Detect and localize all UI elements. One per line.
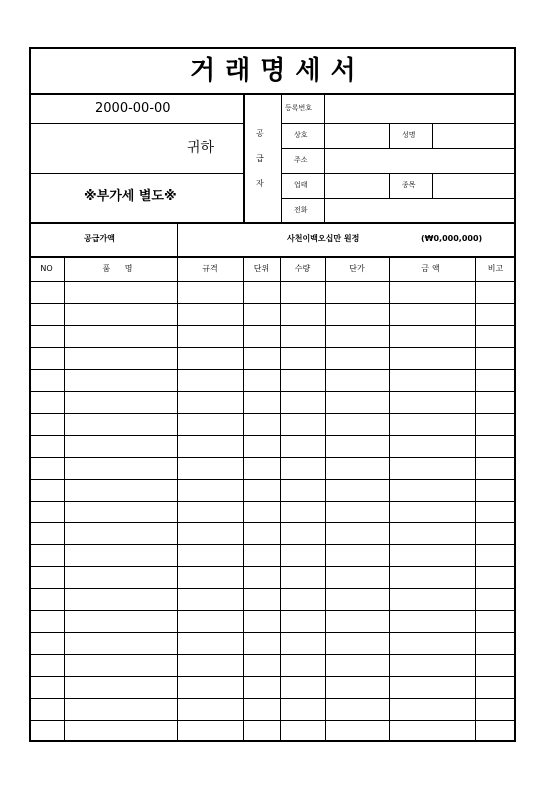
supply-amount-words: 사천이백오십만 원정 — [287, 234, 360, 243]
invoice-frame — [29, 47, 516, 742]
recipient-suffix: 귀하 — [187, 140, 215, 156]
table-header-cell: 단위 — [253, 264, 270, 273]
document-title: 거래명세서 — [190, 56, 366, 86]
label-business-item: 종목 — [402, 181, 416, 189]
table-row — [29, 479, 516, 480]
table-row — [29, 413, 516, 414]
supplier-label-border — [281, 93, 282, 222]
table-column-line — [177, 256, 178, 742]
label-business-type: 업태 — [294, 181, 308, 189]
table-row — [29, 369, 516, 370]
supply-divider — [29, 256, 516, 258]
label-address: 주소 — [294, 156, 308, 164]
table-row — [29, 566, 516, 567]
table-row — [29, 588, 516, 589]
table-header-cell: NO — [40, 264, 53, 273]
table-header-cell: 품 명 — [102, 264, 139, 273]
table-column-line — [389, 256, 390, 742]
supplier-label-char-2: 급 — [256, 154, 264, 163]
table-row — [29, 325, 516, 326]
table-column-line — [64, 256, 65, 742]
title-divider — [29, 93, 516, 95]
table-row — [29, 698, 516, 699]
table-column-line — [475, 256, 476, 742]
table-row — [29, 610, 516, 611]
supplier-label-char-1: 공 — [256, 129, 264, 138]
table-row — [29, 303, 516, 304]
table-header-cell: 규격 — [202, 264, 218, 273]
supplier-value-border — [324, 93, 325, 222]
document-date: 2000-00-00 — [95, 101, 171, 116]
table-row — [29, 435, 516, 436]
supply-amount-label: 공급가액 — [84, 234, 115, 243]
vat-note: ※부가세 별도※ — [84, 189, 177, 204]
table-column-line — [280, 256, 281, 742]
supply-amount-figures: (₩0,000,000) — [421, 234, 483, 243]
table-row — [29, 632, 516, 633]
table-header-cell: 금액 — [421, 264, 443, 273]
info-divider — [29, 222, 516, 224]
table-header-line — [29, 281, 516, 282]
table-column-line — [325, 256, 326, 742]
table-row — [29, 501, 516, 502]
table-row — [29, 347, 516, 348]
table-row — [29, 544, 516, 545]
label-phone: 전화 — [294, 206, 308, 214]
table-header-cell: 단가 — [349, 264, 365, 273]
table-row — [29, 457, 516, 458]
table-column-line — [243, 256, 244, 742]
label-company: 상호 — [294, 131, 308, 139]
label-name: 성명 — [402, 131, 416, 139]
recipient-divider — [29, 173, 243, 174]
supply-amount-divider — [177, 222, 178, 256]
table-row — [29, 391, 516, 392]
table-header-cell: 수량 — [294, 264, 311, 273]
label-reg-no: 등록번호 — [285, 104, 313, 112]
supplier-label-char-3: 자 — [256, 179, 264, 188]
table-row — [29, 522, 516, 523]
table-row — [29, 676, 516, 677]
table-header-cell: 비고 — [487, 264, 504, 273]
supplier-left-border — [243, 93, 245, 222]
table-row — [29, 654, 516, 655]
date-divider — [29, 123, 243, 124]
table-row — [29, 720, 516, 721]
